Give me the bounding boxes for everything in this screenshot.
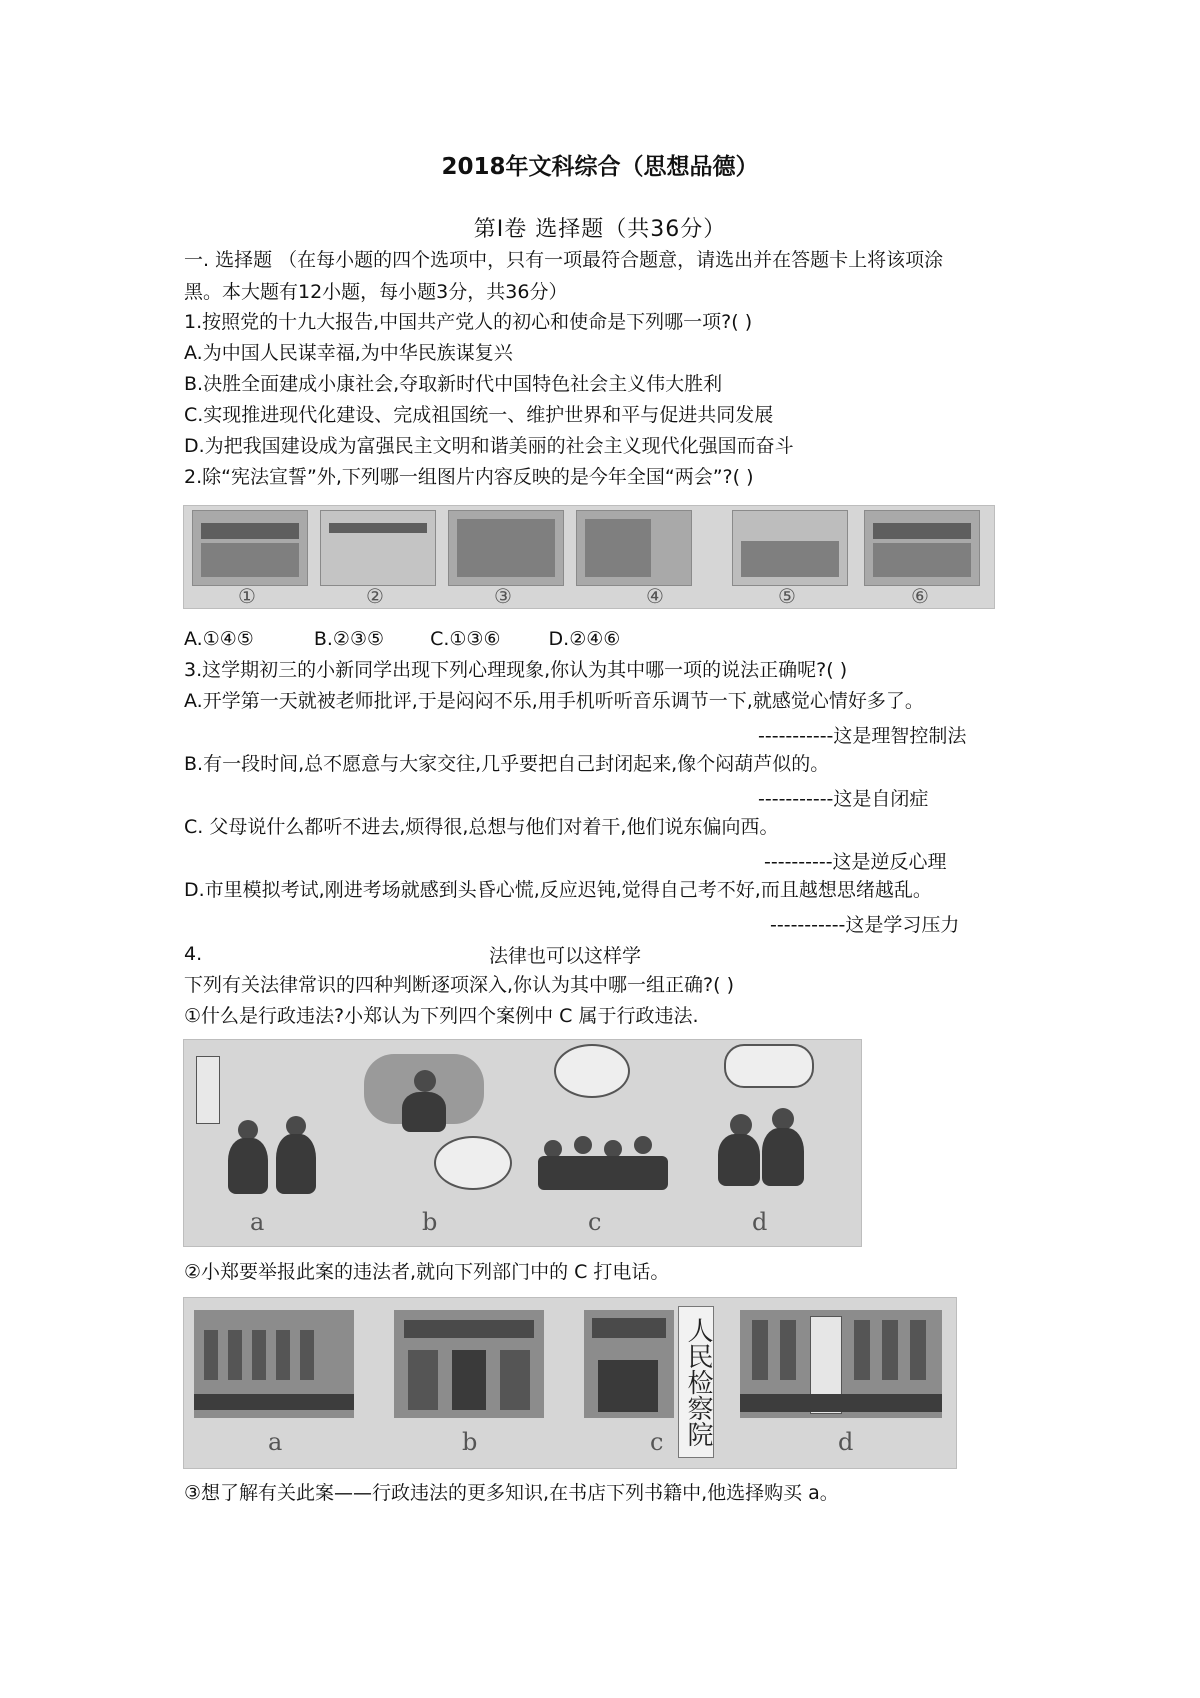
q4-building-c-sign: 人民检察院 xyxy=(678,1306,714,1458)
q4-cartoon-label-b: b xyxy=(422,1208,438,1236)
q2-photo-label-5: ⑤ xyxy=(778,584,796,608)
q2-stem: 2.除“宪法宣誓”外,下列哪一组图片内容反映的是今年全国“两会”?( ) xyxy=(184,466,754,488)
q1-option-b: B.决胜全面建成小康社会,夺取新时代中国特色社会主义伟大胜利 xyxy=(184,373,723,395)
q1-stem: 1.按照党的十九大报告,中国共产党人的初心和使命是下列哪一项?( ) xyxy=(184,311,753,333)
q2-photo-1 xyxy=(192,510,308,586)
q4-heading: 法律也可以这样学 xyxy=(489,945,642,967)
q2-photo-label-6: ⑥ xyxy=(911,584,929,608)
q2-photo-label-2: ② xyxy=(366,584,384,608)
q2-photo-3 xyxy=(448,510,564,586)
q3-option-b: B.有一段时间,总不愿意与大家交往,几乎要把自己封闭起来,像个闷葫芦似的。 xyxy=(184,753,830,775)
q3-option-d: D.市里模拟考试,刚进考场就感到头昏心慌,反应迟钝,觉得自己考不好,而且越想思绪越乱。 xyxy=(184,879,932,901)
q4-building-d xyxy=(740,1310,942,1418)
q2-option-a: A.①④⑤ xyxy=(184,628,254,650)
q3-option-a: A.开学第一天就被老师批评,于是闷闷不乐,用手机听听音乐调节一下,就感觉心情好多了。 xyxy=(184,690,924,712)
q1-option-d: D.为把我国建设成为富强民主文明和谐美丽的社会主义现代化强国而奋斗 xyxy=(184,435,794,457)
q4-cartoon-b xyxy=(354,1044,514,1194)
q4-cartoon-label-a: a xyxy=(250,1208,265,1236)
q4-building-label-b: b xyxy=(462,1428,478,1456)
q4-building-label-d: d xyxy=(838,1428,854,1456)
q4-building-label-a: a xyxy=(268,1428,283,1456)
q3-option-b-tag: -----------这是自闭症 xyxy=(758,788,929,810)
q2-photo-strip xyxy=(183,505,995,609)
page-title: 2018年文科综合（思想品德） xyxy=(441,154,759,180)
q2-option-c: C.①③⑥ xyxy=(430,628,501,650)
q4-building-a xyxy=(194,1310,354,1418)
q2-photo-6 xyxy=(864,510,980,586)
q4-part-1: ①什么是行政违法?小郑认为下列四个案例中 C 属于行政违法. xyxy=(184,1005,699,1027)
q1-option-c: C.实现推进现代化建设、完成祖国统一、维护世界和平与促进共同发展 xyxy=(184,404,774,426)
section-instruction-line-2: 黑。本大题有12小题，每小题3分，共36分） xyxy=(184,281,568,303)
q4-cartoon-a xyxy=(194,1050,344,1200)
q4-building-label-c: c xyxy=(650,1428,664,1456)
q4-cartoon-strip xyxy=(183,1039,862,1247)
q3-option-c: C. 父母说什么都听不进去,烦得很,总想与他们对着干,他们说东偏向西。 xyxy=(184,816,779,838)
q2-option-b: B.②③⑤ xyxy=(313,628,385,650)
q4-building-strip xyxy=(183,1297,957,1469)
q4-cartoon-label-d: d xyxy=(752,1208,768,1236)
q4-stem: 下列有关法律常识的四种判断逐项深入,你认为其中哪一组正确?( ) xyxy=(184,974,734,996)
q4-part-2: ②小郑要举报此案的违法者,就向下列部门中的 C 打电话。 xyxy=(184,1261,670,1283)
q4-cartoon-c xyxy=(524,1044,694,1194)
q3-option-d-tag: -----------这是学习压力 xyxy=(770,914,960,936)
q4-cartoon-label-c: c xyxy=(588,1208,602,1236)
q4-number: 4. xyxy=(184,943,203,965)
q3-option-a-tag: -----------这是理智控制法 xyxy=(758,725,967,747)
q3-option-c-tag: ----------这是逆反心理 xyxy=(764,851,947,873)
q4-building-c xyxy=(584,1310,674,1418)
q2-photo-label-1: ① xyxy=(238,584,256,608)
q2-option-d: D.②④⑥ xyxy=(548,628,621,650)
q2-photo-2 xyxy=(320,510,436,586)
q2-photo-label-3: ③ xyxy=(494,584,512,608)
q2-options xyxy=(184,626,620,652)
q2-photo-5 xyxy=(732,510,848,586)
q2-photo-label-4: ④ xyxy=(646,584,664,608)
q1-option-a: A.为中国人民谋幸福,为中华民族谋复兴 xyxy=(184,342,513,364)
q4-building-b xyxy=(394,1310,544,1418)
q4-cartoon-d xyxy=(694,1044,854,1194)
q2-photo-4 xyxy=(576,510,692,586)
section-instruction-line-1: 一. 选择题 （在每小题的四个选项中，只有一项最符合题意，请选出并在答题卡上将该项涂 xyxy=(184,249,944,271)
q4-part-3: ③想了解有关此案——行政违法的更多知识,在书店下列书籍中,他选择购买 a。 xyxy=(184,1482,839,1504)
section-subtitle: 第Ⅰ卷 选择题（共36分） xyxy=(473,217,727,242)
q3-stem: 3.这学期初三的小新同学出现下列心理现象,你认为其中哪一项的说法正确呢?( ) xyxy=(184,659,848,681)
